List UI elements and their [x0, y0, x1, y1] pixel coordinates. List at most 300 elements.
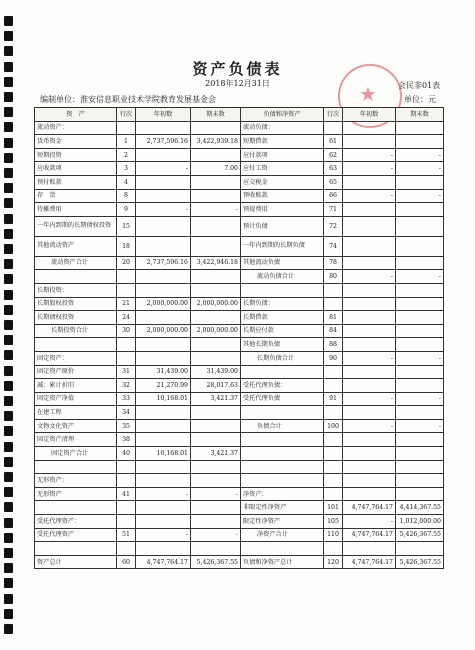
row-liability-end [396, 216, 444, 236]
table-row [35, 542, 444, 556]
binding-hole [4, 290, 13, 300]
row-asset-line-no: 20 [117, 256, 136, 270]
row-liability-line-no: 80 [324, 270, 343, 284]
row-liability-end [396, 175, 444, 189]
row-liability-line-no: 101 [324, 501, 343, 515]
row-liability-begin [343, 283, 396, 297]
row-asset-end [191, 175, 241, 189]
row-asset-end: 2,000,000.00 [191, 297, 241, 311]
table-row [35, 528, 444, 542]
table-row [35, 236, 444, 256]
row-asset-line-no [117, 351, 136, 365]
row-asset-end [191, 148, 241, 162]
row-liability-end: 4,414,367.55 [396, 501, 444, 515]
row-liability-line-no: 74 [324, 236, 343, 256]
table-row [35, 460, 444, 474]
binding-hole [4, 244, 13, 254]
table-row [35, 162, 444, 176]
binding-hole [4, 411, 13, 421]
binding-hole [4, 578, 13, 588]
row-liability-end: - [396, 148, 444, 162]
row-liability-begin: 4,747,764.17 [343, 555, 396, 569]
row-asset-end: - [191, 203, 241, 217]
row-liability-line-no [324, 365, 343, 379]
binding-holes [4, 16, 14, 636]
row-liability-begin: - [343, 148, 396, 162]
row-asset-line-no [117, 121, 136, 135]
row-asset-begin: 2,737,596.16 [136, 135, 191, 149]
row-liability-end [396, 406, 444, 420]
row-asset-end [191, 433, 241, 447]
row-liability-line-no [324, 487, 343, 501]
col-header-end: 期末数 [191, 108, 241, 122]
row-liability-end [396, 283, 444, 297]
table-row [35, 392, 444, 406]
row-asset-begin: 10,168.01 [136, 392, 191, 406]
row-asset-label [35, 542, 117, 556]
row-asset-end [191, 542, 241, 556]
row-asset-line-no: 9 [117, 203, 136, 217]
row-asset-begin: 4,747,764.17 [136, 555, 191, 569]
row-asset-label: 应收款项 [35, 162, 117, 176]
row-asset-label: 预付账款 [35, 175, 117, 189]
binding-hole [4, 457, 13, 467]
col-header-liabilities: 负债和净资产 [241, 108, 324, 122]
row-asset-line-no: 1 [117, 135, 136, 149]
binding-hole [4, 350, 13, 360]
row-liability-line-no: 91 [324, 392, 343, 406]
row-liability-end [396, 487, 444, 501]
binding-hole [4, 46, 13, 56]
row-liability-label: 长期应付款 [241, 324, 324, 338]
row-liability-begin [343, 311, 396, 325]
row-liability-label: 预计负债 [241, 216, 324, 236]
row-asset-label: 短期投资 [35, 148, 117, 162]
table-row [35, 148, 444, 162]
row-asset-line-no [117, 515, 136, 529]
row-asset-label: 固定资产原价 [35, 365, 117, 379]
row-asset-end: 3,421.37 [191, 392, 241, 406]
row-asset-end: 3,422,946.18 [191, 256, 241, 270]
row-liability-begin: 4,747,764.17 [343, 528, 396, 542]
row-liability-end [396, 474, 444, 488]
row-liability-end: - [396, 270, 444, 284]
row-asset-label: 长期债权投资 [35, 311, 117, 325]
row-liability-label [241, 447, 324, 461]
row-asset-end: 3,422,939.18 [191, 135, 241, 149]
row-asset-begin: 2,000,000.00 [136, 324, 191, 338]
row-liability-label: 其他流动负债 [241, 256, 324, 270]
table-header-row [35, 108, 444, 122]
table-row [35, 501, 444, 515]
page-title: 资产负债表 [192, 60, 283, 78]
row-asset-begin [136, 406, 191, 420]
col-header-end-right: 期末数 [396, 108, 444, 122]
table-row [35, 379, 444, 393]
row-liability-line-no [324, 283, 343, 297]
row-asset-end: - [191, 528, 241, 542]
row-liability-label: 流动负债合计 [241, 270, 324, 284]
row-liability-begin [343, 216, 396, 236]
row-liability-label [241, 433, 324, 447]
row-asset-end: 5,426,367.55 [191, 555, 241, 569]
binding-hole [4, 548, 13, 558]
row-liability-label: 预收账款 [241, 189, 324, 203]
row-liability-end [396, 203, 444, 217]
row-liability-begin [343, 542, 396, 556]
row-liability-begin [343, 256, 396, 270]
binding-hole [4, 609, 13, 619]
row-liability-label: 应交税金 [241, 175, 324, 189]
row-asset-end [191, 216, 241, 236]
table-row [35, 189, 444, 203]
row-liability-begin [343, 121, 396, 135]
row-asset-label: 流动资产： [35, 121, 117, 135]
binding-hole [4, 518, 13, 528]
row-liability-end [396, 365, 444, 379]
row-asset-line-no: 8 [117, 189, 136, 203]
row-asset-label [35, 501, 117, 515]
row-liability-label: 受托代理负债 [241, 392, 324, 406]
row-asset-begin [136, 542, 191, 556]
table-row [35, 311, 444, 325]
row-asset-label: 一年内到期的长期债权投资 [35, 216, 117, 236]
row-liability-label: 长期负债合计 [241, 351, 324, 365]
row-asset-label: 流动资产合计 [35, 256, 117, 270]
col-header-line-no-right: 行次 [324, 108, 343, 122]
row-liability-line-no [324, 460, 343, 474]
row-liability-line-no [324, 542, 343, 556]
row-asset-begin [136, 270, 191, 284]
row-asset-begin [136, 189, 191, 203]
row-asset-begin [136, 501, 191, 515]
row-liability-begin [343, 135, 396, 149]
row-asset-line-no [117, 460, 136, 474]
row-asset-label: 存 货 [35, 189, 117, 203]
binding-hole [4, 16, 13, 26]
row-liability-end [396, 460, 444, 474]
row-liability-line-no [324, 433, 343, 447]
row-liability-label: 其他长期负债 [241, 338, 324, 352]
row-liability-begin: - [343, 270, 396, 284]
table-row [35, 297, 444, 311]
row-asset-end [191, 501, 241, 515]
binding-hole [4, 138, 13, 148]
row-liability-line-no: 88 [324, 338, 343, 352]
row-asset-begin: - [136, 528, 191, 542]
row-liability-line-no [324, 406, 343, 420]
table-row [35, 256, 444, 270]
row-liability-begin [343, 447, 396, 461]
row-asset-label: 在建工程 [35, 406, 117, 420]
row-liability-begin [343, 297, 396, 311]
row-asset-end [191, 236, 241, 256]
binding-hole [4, 502, 13, 512]
row-asset-begin [136, 433, 191, 447]
binding-hole [4, 274, 13, 284]
row-asset-end [191, 121, 241, 135]
row-asset-end [191, 515, 241, 529]
row-asset-label: 受托代理资产 [35, 528, 117, 542]
row-liability-label [241, 406, 324, 420]
row-asset-end: 31,439.00 [191, 365, 241, 379]
row-liability-begin: - [343, 351, 396, 365]
row-liability-label [241, 365, 324, 379]
row-liability-begin [343, 324, 396, 338]
row-liability-end: - [396, 351, 444, 365]
row-liability-line-no: 63 [324, 162, 343, 176]
table-row [35, 406, 444, 420]
row-liability-line-no [324, 297, 343, 311]
row-asset-end [191, 189, 241, 203]
binding-hole [4, 533, 13, 543]
row-asset-line-no: 60 [117, 555, 136, 569]
binding-hole [4, 487, 13, 497]
row-liability-end [396, 433, 444, 447]
row-liability-line-no: 62 [324, 148, 343, 162]
row-liability-begin [343, 203, 396, 217]
table-row [35, 338, 444, 352]
row-asset-label: 长期投资合计 [35, 324, 117, 338]
row-liability-end [396, 236, 444, 256]
row-liability-begin: - [343, 515, 396, 529]
row-asset-label: 固定资产清理 [35, 433, 117, 447]
row-liability-label [241, 542, 324, 556]
row-asset-line-no: 32 [117, 379, 136, 393]
row-asset-begin [136, 148, 191, 162]
row-asset-label: 固定资产合计 [35, 447, 117, 461]
table-row [35, 433, 444, 447]
col-header-assets: 资 产 [35, 108, 117, 122]
table-row [35, 555, 444, 569]
col-header-begin-right: 年初数 [343, 108, 396, 122]
row-asset-begin [136, 236, 191, 256]
row-asset-line-no: 33 [117, 392, 136, 406]
binding-hole [4, 168, 13, 178]
row-asset-line-no: 35 [117, 419, 136, 433]
row-liability-begin [343, 365, 396, 379]
row-liability-end [396, 297, 444, 311]
binding-hole [4, 229, 13, 239]
row-liability-label [241, 474, 324, 488]
row-liability-line-no: 61 [324, 135, 343, 149]
row-asset-label [35, 270, 117, 284]
row-asset-line-no: 38 [117, 433, 136, 447]
row-asset-label: 其他流动资产 [35, 236, 117, 256]
row-liability-line-no: 110 [324, 528, 343, 542]
row-liability-end [396, 447, 444, 461]
row-asset-label: 资产总计 [35, 555, 117, 569]
row-asset-begin [136, 121, 191, 135]
row-liability-label: 负债合计 [241, 419, 324, 433]
row-asset-label: 待摊费用 [35, 203, 117, 217]
row-asset-end [191, 406, 241, 420]
row-asset-begin: 2,737,596.16 [136, 256, 191, 270]
row-liability-end [396, 324, 444, 338]
row-asset-line-no: 30 [117, 324, 136, 338]
row-asset-begin: - [136, 203, 191, 217]
row-asset-line-no: 2 [117, 148, 136, 162]
row-liability-label: 预提费用 [241, 203, 324, 217]
row-liability-end: - [396, 189, 444, 203]
row-liability-begin [343, 236, 396, 256]
row-liability-label: 一年内到期的长期负债 [241, 236, 324, 256]
row-asset-end: 28,017.63 [191, 379, 241, 393]
row-liability-label [241, 283, 324, 297]
table-row [35, 515, 444, 529]
table-row [35, 324, 444, 338]
binding-hole [4, 594, 13, 604]
row-liability-label: 应付款项 [241, 148, 324, 162]
row-liability-line-no: 84 [324, 324, 343, 338]
row-asset-begin [136, 515, 191, 529]
row-liability-label: 净资产合计 [241, 528, 324, 542]
row-asset-label: 固定资产： [35, 351, 117, 365]
row-asset-end: 7.00 [191, 162, 241, 176]
row-liability-line-no: 66 [324, 189, 343, 203]
row-asset-line-no: 34 [117, 406, 136, 420]
row-asset-line-no: 4 [117, 175, 136, 189]
binding-hole [4, 472, 13, 482]
row-liability-label: 非限定性净资产 [241, 501, 324, 515]
row-asset-line-no: 51 [117, 528, 136, 542]
row-liability-line-no: 78 [324, 256, 343, 270]
row-liability-line-no: 65 [324, 175, 343, 189]
row-liability-begin: - [343, 419, 396, 433]
table-row [35, 474, 444, 488]
row-liability-line-no: 120 [324, 555, 343, 569]
row-liability-end: - [396, 392, 444, 406]
row-liability-end: - [396, 419, 444, 433]
row-asset-line-no [117, 283, 136, 297]
binding-hole [4, 563, 13, 573]
row-asset-end [191, 311, 241, 325]
row-liability-line-no: 72 [324, 216, 343, 236]
row-liability-label: 长期负债： [241, 297, 324, 311]
row-asset-begin: 2,000,000.00 [136, 297, 191, 311]
binding-hole [4, 183, 13, 193]
row-liability-end [396, 379, 444, 393]
row-liability-end: 5,426,367.55 [396, 555, 444, 569]
row-liability-label: 受托代理负债： [241, 379, 324, 393]
row-liability-label: 负债和净资产总计 [241, 555, 324, 569]
row-asset-begin: 21,270.99 [136, 379, 191, 393]
row-liability-label: 短期借款 [241, 135, 324, 149]
row-liability-line-no: 100 [324, 419, 343, 433]
row-liability-label: 限定性净资产 [241, 515, 324, 529]
row-asset-end [191, 338, 241, 352]
row-asset-line-no [117, 474, 136, 488]
row-asset-line-no: 40 [117, 447, 136, 461]
row-asset-label: 文物文化资产 [35, 419, 117, 433]
row-liability-label: 净资产： [241, 487, 324, 501]
row-liability-label [241, 460, 324, 474]
binding-hole [4, 31, 13, 41]
row-asset-begin [136, 311, 191, 325]
row-asset-label: 长期股权投资 [35, 297, 117, 311]
row-liability-begin: 4,747,764.17 [343, 501, 396, 515]
row-asset-line-no: 18 [117, 236, 136, 256]
row-asset-end [191, 460, 241, 474]
row-asset-label: 货币资金 [35, 135, 117, 149]
balance-sheet-table [34, 107, 444, 569]
binding-hole [4, 335, 13, 345]
row-asset-label: 减：累计折旧 [35, 379, 117, 393]
table-row [35, 135, 444, 149]
row-asset-line-no: 21 [117, 297, 136, 311]
row-liability-end: 5,426,367.55 [396, 528, 444, 542]
row-liability-line-no [324, 379, 343, 393]
row-asset-end: 3,421.37 [191, 447, 241, 461]
row-liability-line-no: 105 [324, 515, 343, 529]
row-asset-end [191, 283, 241, 297]
row-liability-end [396, 121, 444, 135]
row-asset-label: 无形资产 [35, 487, 117, 501]
row-liability-end [396, 542, 444, 556]
row-asset-line-no [117, 270, 136, 284]
row-asset-end: - [191, 487, 241, 501]
binding-hole [4, 122, 13, 132]
row-asset-end: 2,000,000.00 [191, 324, 241, 338]
row-asset-end [191, 270, 241, 284]
row-asset-line-no [117, 542, 136, 556]
row-asset-end [191, 419, 241, 433]
row-asset-begin: - [136, 487, 191, 501]
form-number: 会民非01表 [398, 81, 441, 90]
table-row [35, 175, 444, 189]
row-liability-label: 流动负债： [241, 121, 324, 135]
binding-hole [4, 396, 13, 406]
row-asset-begin [136, 419, 191, 433]
row-liability-end [396, 135, 444, 149]
binding-hole [4, 198, 13, 208]
organization-name: 编制单位：淮安信息职业技术学院教育发展基金会 [40, 95, 216, 104]
row-asset-line-no: 41 [117, 487, 136, 501]
table-row [35, 419, 444, 433]
row-liability-line-no [324, 447, 343, 461]
row-asset-begin [136, 351, 191, 365]
row-liability-line-no [324, 474, 343, 488]
row-liability-label: 应付工资 [241, 162, 324, 176]
row-liability-begin [343, 338, 396, 352]
row-asset-begin [136, 216, 191, 236]
row-asset-label: 受托代理资产： [35, 515, 117, 529]
binding-hole [4, 320, 13, 330]
row-asset-line-no: 3 [117, 162, 136, 176]
table-row [35, 216, 444, 236]
binding-hole [4, 366, 13, 376]
table-row [35, 203, 444, 217]
row-asset-begin [136, 460, 191, 474]
row-asset-label: 长期投资： [35, 283, 117, 297]
col-header-line-no: 行次 [117, 108, 136, 122]
row-asset-begin [136, 283, 191, 297]
row-asset-end [191, 474, 241, 488]
row-asset-end [191, 351, 241, 365]
table-row [35, 447, 444, 461]
row-liability-begin [343, 379, 396, 393]
row-liability-line-no: 81 [324, 311, 343, 325]
binding-hole [4, 259, 13, 269]
col-header-begin: 年初数 [136, 108, 191, 122]
row-asset-line-no: 24 [117, 311, 136, 325]
table-row [35, 283, 444, 297]
row-asset-label: 固定资产净值 [35, 392, 117, 406]
binding-hole [4, 381, 13, 391]
row-asset-begin: 31,439.00 [136, 365, 191, 379]
row-liability-label: 长期借款 [241, 311, 324, 325]
row-liability-begin: - [343, 162, 396, 176]
